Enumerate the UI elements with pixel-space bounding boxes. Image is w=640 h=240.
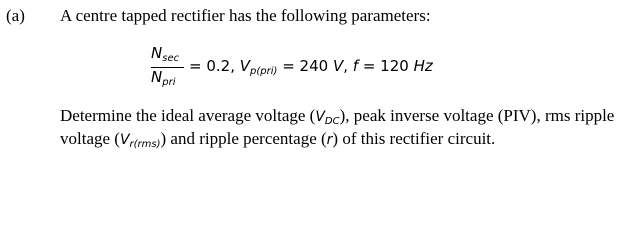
numerator: $N_{sec}$ [151,44,180,64]
question-label: (a) [6,6,25,25]
question-intro: A centre tapped rectifier has the following parameters: [60,6,431,25]
denominator: $N_{pri}$ [151,68,176,88]
question-body: Determine the ideal average voltage $(V_{DC})$, peak inverse voltage (PIV), rms ripple voltage $(V_{r(rms)})$ and ripple percentage (r) of this rectifier circuit. [60,106,615,150]
turns-ratio-fraction [151,46,184,90]
parameter-values: = 0.2, $V_{p(pri)} = 240$ V, f = 120 Hz [189,57,433,77]
parameter-formula [151,46,471,90]
